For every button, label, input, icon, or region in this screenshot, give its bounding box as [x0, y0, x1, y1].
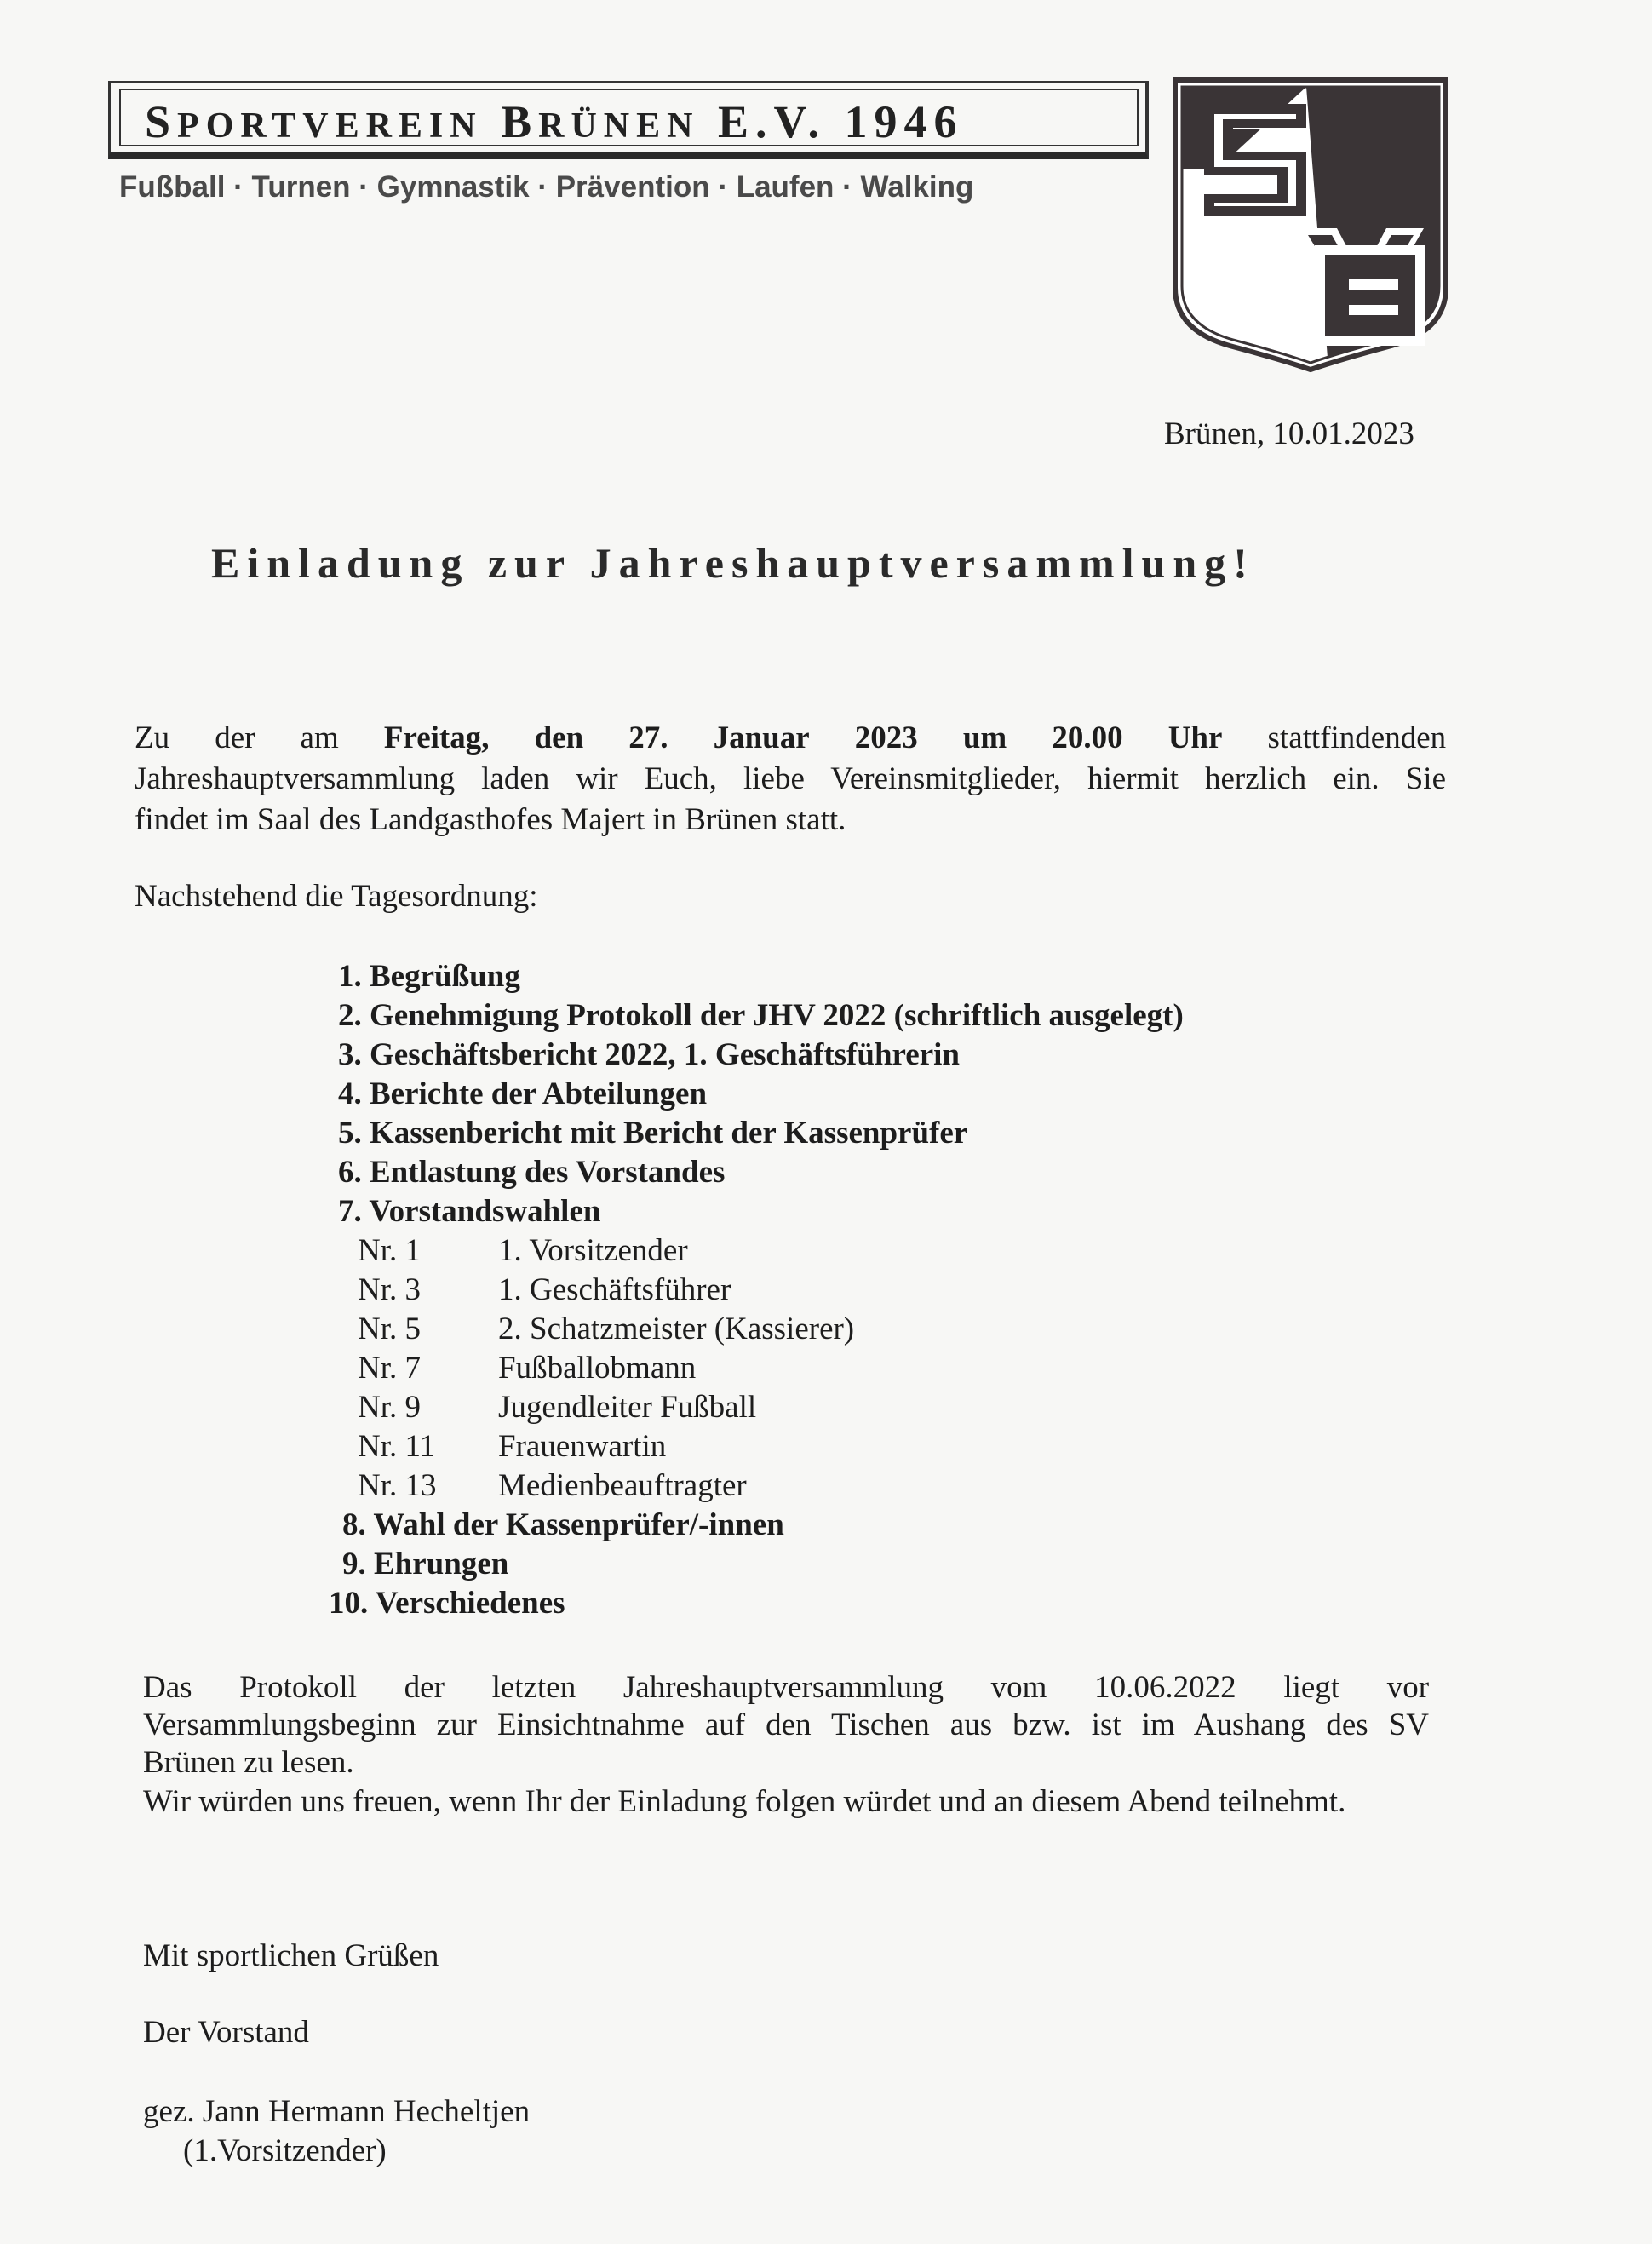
text-word: am	[300, 720, 339, 755]
club-name-word: SPORTVEREIN	[145, 96, 483, 147]
closing-board: Der Vorstand	[143, 2015, 309, 2050]
election-nr: Nr. 3	[358, 1272, 421, 1307]
agenda-item: 3. Geschäftsbericht 2022, 1. Geschäftsführerin	[338, 1037, 960, 1072]
election-role: Medienbeauftragter	[498, 1468, 747, 1503]
protocol-line-3: Brünen zu lesen.	[143, 1745, 354, 1780]
election-nr: Nr. 13	[358, 1468, 437, 1503]
election-role: 1. Vorsitzender	[498, 1233, 688, 1268]
text-word: 10.06.2022	[1094, 1670, 1236, 1705]
club-logo-shield-icon	[1170, 75, 1451, 373]
document-title: Einladung zur Jahreshauptversammlung!	[211, 539, 1255, 587]
text-word: vor	[1386, 1670, 1430, 1705]
closing-signatory-role: (1.Vorsitzender)	[183, 2133, 387, 2168]
text-word: 2023	[854, 720, 918, 755]
protocol-line-2: Versammlungsbeginn zur Einsichtnahme auf den Tischen aus bzw. ist im Aushang des SV	[143, 1707, 1429, 1742]
club-name-word: E.V. 1946	[717, 96, 964, 147]
agenda-item: 1. Begrüßung	[338, 959, 520, 994]
text-word: Januar	[713, 720, 810, 755]
text-word: der	[404, 1670, 445, 1705]
club-tagline: Fußball · Turnen · Gymnastik · Prävention · Laufen · Walking	[119, 170, 974, 204]
intro-line-2: Jahreshauptversammlung laden wir Euch, liebe Vereinsmitglieder, hiermit herzlich ein. Sie	[135, 761, 1446, 796]
document-date: Brünen, 10.01.2023	[1164, 416, 1414, 451]
text-word: stattfindenden	[1267, 720, 1447, 755]
text-word: um	[962, 720, 1007, 755]
agenda-item: 2. Genehmigung Protokoll der JHV 2022 (schriftlich ausgelegt)	[338, 998, 1184, 1033]
text-word: Zu	[135, 720, 170, 755]
election-nr: Nr. 9	[358, 1390, 421, 1425]
agenda-item: 9. Ehrungen	[342, 1547, 509, 1581]
agenda-item: 5. Kassenbericht mit Bericht der Kassenprüfer	[338, 1116, 968, 1151]
election-role: Frauenwartin	[498, 1429, 667, 1464]
election-nr: Nr. 11	[358, 1429, 436, 1464]
election-nr: Nr. 7	[358, 1351, 421, 1386]
text-word: letzten	[491, 1670, 576, 1705]
closing-signature: gez. Jann Hermann Hecheltjen	[143, 2094, 531, 2129]
election-role: Fußballobmann	[498, 1351, 697, 1386]
agenda-item: 4. Berichte der Abteilungen	[338, 1076, 708, 1111]
text-word: Uhr	[1167, 720, 1223, 755]
agenda-item: 10. Verschiedenes	[329, 1586, 565, 1621]
text-word: Jahreshauptversammlung	[622, 1670, 944, 1705]
election-nr: Nr. 5	[358, 1311, 421, 1346]
intro-line-1	[135, 718, 1446, 759]
election-role: 1. Geschäftsführer	[498, 1272, 731, 1307]
election-role: 2. Schatzmeister (Kassierer)	[498, 1311, 855, 1346]
closing-greeting: Mit sportlichen Grüßen	[143, 1938, 439, 1973]
text-word: der	[215, 720, 255, 755]
text-word: liegt	[1283, 1670, 1340, 1705]
agenda-item: 6. Entlastung des Vorstandes	[338, 1155, 726, 1190]
text-word: vom	[990, 1670, 1047, 1705]
agenda-item: 7. Vorstandswahlen	[338, 1194, 601, 1229]
intro-line-3: findet im Saal des Landgasthofes Majert in Brünen statt.	[135, 802, 846, 837]
protocol-line-4: Wir würden uns freuen, wenn Ihr der Einladung folgen würdet und an diesem Abend teilnehmt.	[143, 1784, 1346, 1819]
text-word: Das	[143, 1670, 192, 1705]
club-name	[145, 95, 964, 148]
text-word: den	[534, 720, 584, 755]
election-role: Jugendleiter Fußball	[498, 1390, 757, 1425]
club-name-word: BRÜNEN	[501, 96, 700, 147]
text-word: 27.	[628, 720, 668, 755]
protocol-line-1	[143, 1667, 1429, 1708]
election-nr: Nr. 1	[358, 1233, 421, 1268]
agenda-item: 8. Wahl der Kassenprüfer/-innen	[342, 1507, 784, 1542]
text-word: Protokoll	[239, 1670, 357, 1705]
agenda-intro: Nachstehend die Tagesordnung:	[135, 879, 538, 914]
text-word: 20.00	[1052, 720, 1123, 755]
text-word: Freitag,	[383, 720, 490, 755]
